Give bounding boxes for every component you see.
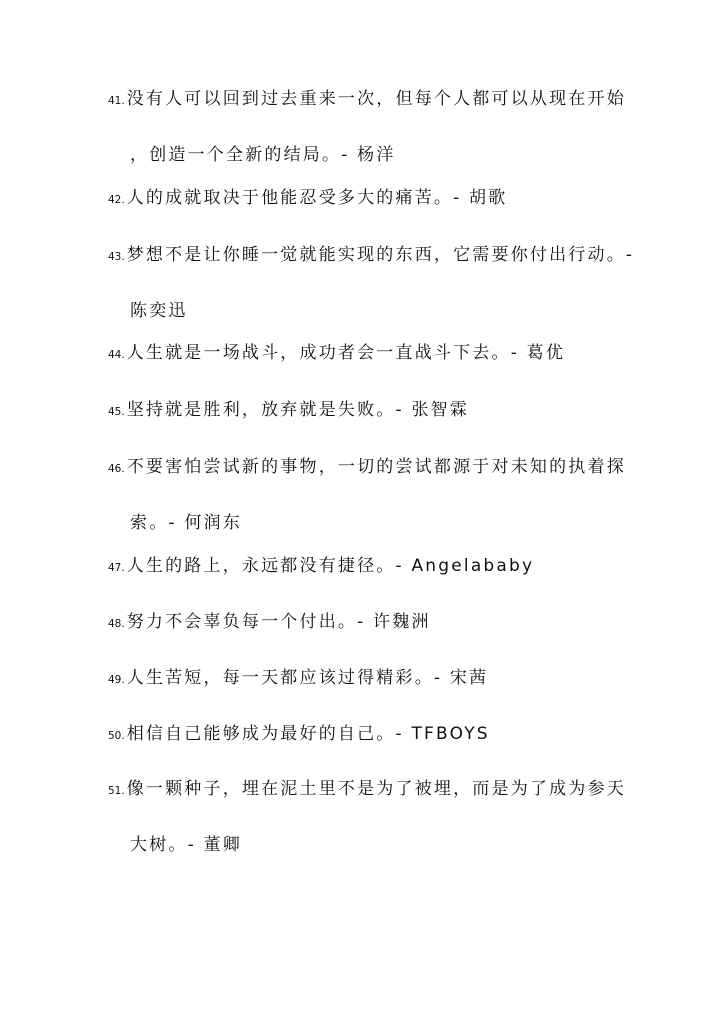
- quote-number: 45.: [108, 406, 125, 418]
- quote-text: 索。- 何润东: [130, 513, 242, 533]
- quote-text: 人的成就取决于他能忍受多大的痛苦。- 胡歌: [126, 188, 508, 208]
- quote-item-47: [108, 552, 628, 580]
- quote-number: 44.: [108, 349, 125, 361]
- quote-item-42: [108, 184, 628, 212]
- quote-item-45: [108, 396, 628, 424]
- quote-item-44: [108, 339, 628, 367]
- quote-item-41: [108, 85, 628, 169]
- quote-number: 50.: [108, 730, 125, 742]
- quote-item-51: [108, 775, 628, 859]
- quote-line-continued: [108, 831, 628, 859]
- quote-line: [108, 339, 628, 367]
- quote-text: 大树。- 董卿: [130, 835, 242, 855]
- quote-item-48: [108, 608, 628, 636]
- quote-number: 43.: [108, 251, 125, 263]
- quote-item-46: [108, 453, 628, 537]
- quote-text: 坚持就是胜利，放弃就是失败。- 张智霖: [126, 400, 470, 420]
- quote-item-50: [108, 720, 628, 748]
- quote-number: 47.: [108, 562, 125, 574]
- quote-text: 努力不会辜负每一个付出。- 许魏洲: [126, 612, 431, 632]
- quote-line: [108, 552, 628, 580]
- quote-line: [108, 664, 628, 692]
- quote-number: 42.: [108, 194, 125, 206]
- quote-item-43: [108, 241, 635, 325]
- quote-line: [108, 453, 628, 481]
- quote-number: 48.: [108, 618, 125, 630]
- quote-line: [108, 775, 628, 803]
- quote-text: 人生的路上，永远都没有捷径。- Angelababy: [126, 556, 535, 576]
- quote-line: [108, 241, 635, 269]
- quote-text: 没有人可以回到过去重来一次，但每个人都可以从现在开始: [126, 89, 626, 109]
- quote-line: [108, 396, 628, 424]
- quote-text: 人生就是一场战斗，成功者会一直战斗下去。- 葛优: [126, 343, 566, 363]
- quote-number: 46.: [108, 463, 125, 475]
- quote-line-continued: [108, 509, 628, 537]
- quote-text: 梦想不是让你睡一觉就能实现的东西，它需要你付出行动。-: [126, 245, 635, 265]
- quote-line: [108, 608, 628, 636]
- quote-text: ，创造一个全新的结局。- 杨洋: [130, 145, 396, 165]
- quote-line-continued: [108, 141, 628, 169]
- quote-number: 51.: [108, 785, 125, 797]
- quote-line-continued: [108, 297, 628, 325]
- quote-line: [108, 184, 628, 212]
- quote-text: 人生苦短，每一天都应该过得精彩。- 宋茜: [126, 668, 489, 688]
- quote-line: [108, 720, 628, 748]
- quote-line: [108, 85, 628, 113]
- quote-text: 相信自己能够成为最好的自己。- TFBOYS: [126, 724, 490, 744]
- quote-number: 41.: [108, 95, 125, 107]
- quote-item-49: [108, 664, 628, 692]
- quote-number: 49.: [108, 674, 125, 686]
- quote-text: 不要害怕尝试新的事物，一切的尝试都源于对未知的执着探: [126, 457, 626, 477]
- quote-text: 陈奕迅: [130, 301, 188, 321]
- quote-text: 像一颗种子，埋在泥土里不是为了被埋，而是为了成为参天: [126, 779, 626, 799]
